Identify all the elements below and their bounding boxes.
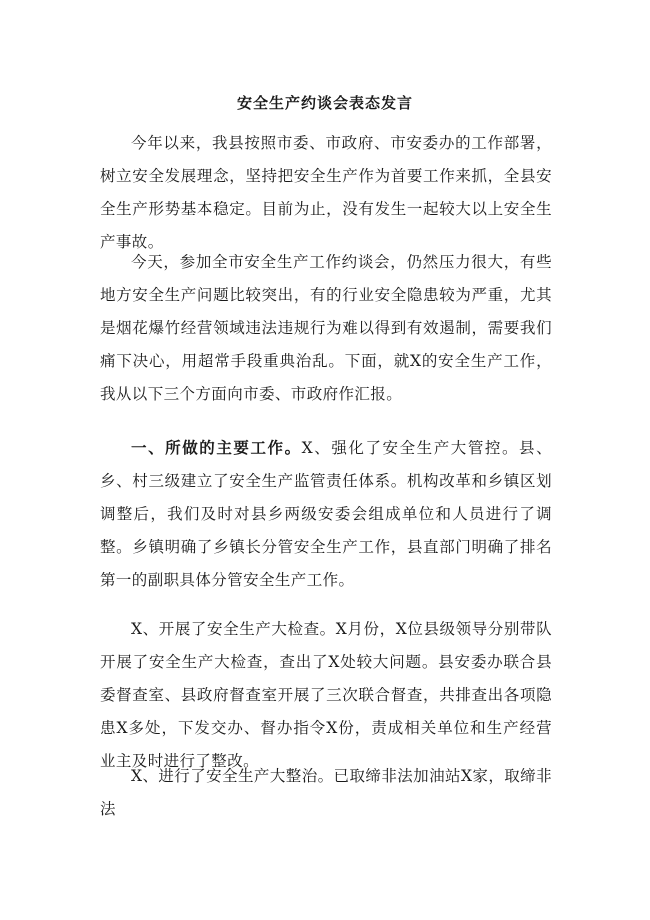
paragraph-text: X、开展了安全生产大检查。X月份，X位县级领导分别带队开展了安全生产大检查，查出了X处较大问题。县安委办联合县委督查室、县政府督查室开展了三次联合督查，共排查出各项隐患X多处，下发交办、督办指令X份，责成相关单位和生产经营业主及时进行了整改。 bbox=[100, 620, 552, 770]
paragraph-main-work bbox=[100, 431, 552, 597]
paragraph-text: 今年以来，我县按照市委、市政府、市安委办的工作部署，树立安全发展理念，坚持把安全生产作为首要工作来抓，全县安全生产形势基本稳定。目前为止，没有发生一起较大以上安全生产事故。 bbox=[100, 134, 552, 251]
section-heading: 一、所做的主要工作。 bbox=[131, 438, 302, 457]
paragraph-text: 今天，参加全市安全生产工作约谈会，仍然压力很大，有些地方安全生产问题比较突出，有的行业安全隐患较为严重，尤其是烟花爆竹经营领域违法违规行为难以得到有效遏制，需要我们痛下决心，用超常手段重典治乱。下面，就X的安全生产工作，我从以下三个方面向市委、市政府作汇报。 bbox=[100, 253, 552, 403]
paragraph-intro bbox=[100, 127, 552, 259]
paragraph-rectification bbox=[100, 760, 552, 826]
paragraph-meeting bbox=[100, 246, 552, 411]
paragraph-inspection bbox=[100, 613, 552, 778]
paragraph-text: X、进行了安全生产大整治。已取缔非法加油站X家，取缔非法 bbox=[100, 767, 552, 818]
document-title: 安全生产约谈会表态发言 bbox=[236, 94, 413, 112]
paragraph-text: X、强化了安全生产大管控。县、乡、村三级建立了安全生产监管责任体系。机构改革和乡镇区划调整后，我们及时对县乡两级安委会组成单位和人员进行了调整。乡镇明确了乡镇长分管安全生产工作，县直部门明确了排名第一的副职具体分管安全生产工作。 bbox=[100, 439, 552, 589]
